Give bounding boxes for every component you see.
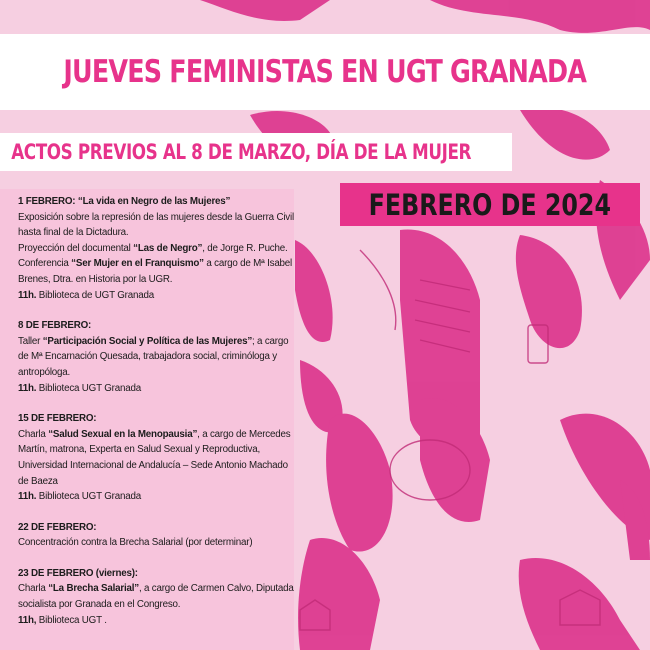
event-title: “La vida en Negro de las Mujeres” [77, 196, 231, 207]
event-heading [18, 194, 294, 210]
subtitle-banner [0, 133, 512, 171]
event-item [18, 318, 294, 396]
event-text: Conferencia “Ser Mujer en el Franquismo” a cargo de Mª Isabel Brenes, Dtra. en Historia por la UGR. [18, 258, 293, 285]
event-item [18, 566, 294, 628]
page-title: JUEVES FEMINISTAS EN UGT GRANADA [63, 54, 587, 90]
event-text: Taller “Participación Social y Política de las Mujeres”; a cargo de Mª Encarnación Quesada, trabajadora social, criminóloga y antropóloga. [18, 335, 289, 378]
title-banner [0, 34, 650, 110]
event-item [18, 520, 294, 551]
event-date: 23 DE FEBRERO (viernes): [18, 567, 138, 579]
event-time-place: 11h. Biblioteca UGT Granada [18, 382, 141, 394]
month-label: FEBRERO DE 2024 [368, 187, 612, 222]
event-item [18, 194, 294, 303]
event-time-place: 11h. Biblioteca UGT Granada [18, 491, 141, 503]
event-date: 15 DE FEBRERO: [18, 413, 97, 425]
event-time-place: 11h, Biblioteca UGT . [18, 614, 107, 626]
event-date: 8 DE FEBRERO: [18, 320, 92, 332]
page-subtitle: ACTOS PREVIOS AL 8 DE MARZO, DÍA DE LA MUJER [11, 140, 472, 164]
event-date: 22 DE FEBRERO: [18, 521, 97, 533]
event-text: Charla “Salud Sexual en la Menopausia”, a cargo de Mercedes Martín, matrona, Experta en Salud Sexual y Reproductiva, Universidad Internacional de Andalucía – Sede Antonio Machado de Baeza [18, 428, 291, 487]
event-text: Proyección del documental “Las de Negro”, de Jorge R. Puche. [18, 242, 288, 254]
event-item [18, 411, 294, 505]
event-time-place: 11h. Biblioteca de UGT Granada [18, 289, 154, 301]
event-text: Charla “La Brecha Salarial”, a cargo de Carmen Calvo, Diputada socialista por Granada en el Congreso. [18, 583, 294, 611]
month-banner [340, 183, 640, 226]
event-text: Exposición sobre la represión de las mujeres desde la Guerra Civil hasta final de la Dictadura. [18, 211, 294, 239]
events-panel [0, 189, 294, 650]
event-text: Concentración contra la Brecha Salarial (por determinar) [18, 537, 253, 549]
event-date: 1 FEBRERO: [18, 196, 76, 207]
